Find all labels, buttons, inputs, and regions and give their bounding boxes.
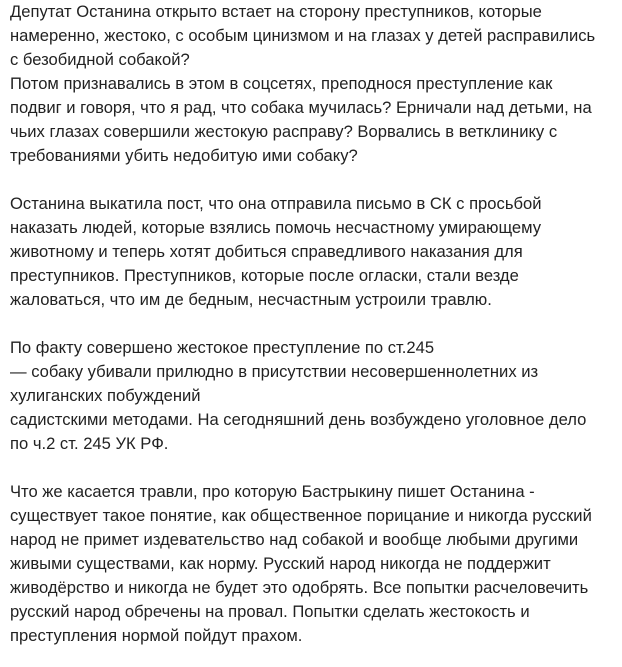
text-line: требованиями убить недобитую ими собаку?	[10, 146, 358, 165]
text-line: Что же касается травли, про которую Бастрыкину пишет Останина -	[10, 482, 535, 501]
paragraph-4	[10, 336, 622, 456]
text-line: садистскими методами. На сегодняшний день возбуждено уголовное дело	[10, 410, 587, 429]
text-line: подвиг и говоря, что я рад, что собака мучилась? Ерничали над детьми, на	[10, 98, 592, 117]
paragraph-1	[10, 0, 622, 72]
paragraph-spacer	[10, 456, 622, 480]
paragraph-5	[10, 480, 622, 648]
text-line: По факту совершено жестокое преступление по ст.245	[10, 338, 435, 357]
article-body	[10, 0, 622, 648]
text-line: по ч.2 ст. 245 УК РФ.	[10, 434, 169, 453]
text-line: жаловаться, что им де бедным, несчастным устроили травлю.	[10, 290, 492, 309]
paragraph-2	[10, 72, 622, 168]
text-line: животному и теперь хотят добиться справедливого наказания для	[10, 242, 523, 261]
text-line: с безобидной собакой?	[10, 50, 190, 69]
text-line: Депутат Останина открыто встает на сторону преступников, которые	[10, 2, 542, 21]
text-line: Останина выкатила пост, что она отправила письмо в СК с просьбой	[10, 194, 542, 213]
text-line: русский народ обречены на провал. Попытки сделать жестокость и	[10, 602, 530, 621]
text-line: народ не примет издевательство над собакой и вообще любыми другими	[10, 530, 579, 549]
text-line: — собаку убивали прилюдно в присутствии несовершеннолетних из	[10, 362, 539, 381]
text-line: живодёрство и никогда не будет это одобрять. Все попытки расчеловечить	[10, 578, 589, 597]
paragraph-3	[10, 192, 622, 312]
text-line: существует такое понятие, как общественное порицание и никогда русский	[10, 506, 592, 525]
text-line: Потом признавались в этом в соцсетях, преподнося преступление как	[10, 74, 553, 93]
text-line: живыми существами, как норму. Русский народ никогда не поддержит	[10, 554, 551, 573]
text-line: хулиганских побуждений	[10, 386, 201, 405]
text-line: наказать людей, которые взялись помочь несчастному умирающему	[10, 218, 542, 237]
paragraph-spacer	[10, 312, 622, 336]
text-line: преступников. Преступников, которые после огласки, стали везде	[10, 266, 519, 285]
text-line: намеренно, жестоко, с особым цинизмом и на глазах у детей расправились	[10, 26, 596, 45]
paragraph-spacer	[10, 168, 622, 192]
text-line: чьих глазах совершили жестокую расправу? Ворвались в ветклинику с	[10, 122, 558, 141]
text-line: преступления нормой пойдут прахом.	[10, 626, 303, 645]
